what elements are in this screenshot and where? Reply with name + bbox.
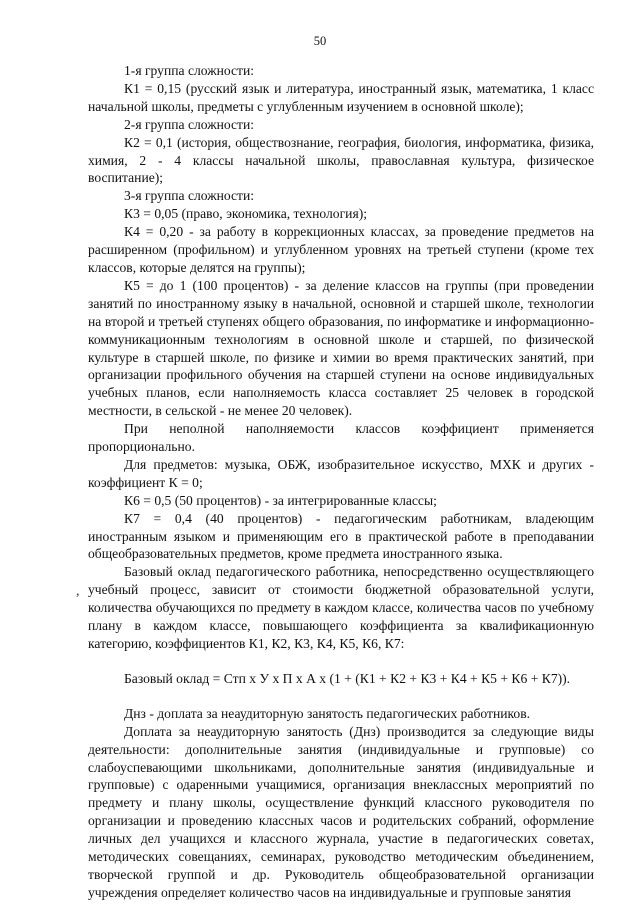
paragraph: К6 = 0,5 (50 процентов) - за интегрированные классы; xyxy=(124,492,437,508)
paragraph: 1-я группа сложности: xyxy=(124,63,255,78)
paragraph: 3-я группа сложности: xyxy=(124,188,255,204)
paragraph: К2 = 0,1 (история, обществознание, география, биология, информатика, физика, химия, 2 - 4 классы начальной школы, православная культура, физическое воспитание); xyxy=(88,134,594,186)
paragraphs-after-formula xyxy=(88,705,594,902)
document-body xyxy=(88,62,594,902)
paragraph: К5 = до 1 (100 процентов) - за деление классов на группы (при проведении занятий по иностранному языку в начальной, основной и старшей школе, технологии на второй и третьей ступенях общего образования, по информатике и информационно-коммуникационным технологиям в основной школе и старшей, по физической культуре в старшей школе, по физике и химии во время практических занятий, при организации профильного обучения на старшей ступени на основе индивидуальных учебных планов, если наполняемость класса составляет 25 человек в городской местности, в сельской - не менее 20 человек). xyxy=(88,277,594,419)
scan-mark: , xyxy=(76,584,80,599)
paragraph: 2-я группа сложности: xyxy=(124,116,255,132)
paragraph: Для предметов: музыка, ОБЖ, изобразительное искусство, МХК и других - коэффициент К = 0; xyxy=(88,456,594,490)
paragraphs-before-formula xyxy=(88,62,594,653)
page-number: 50 xyxy=(313,34,327,48)
paragraph: При неполной наполняемости классов коэффициент применяется пропорционально. xyxy=(88,421,594,455)
paragraph: К4 = 0,20 - за работу в коррекционных классах, за проведение предметов на расширенном (профильном) и углубленном уровнях на третьей ступени (кроме тех классов, которые делятся на группы); xyxy=(88,224,594,275)
paragraph: Базовый оклад педагогического работника, непосредственно осуществляющего учебный процесс, зависит от стоимости бюджетной образовательной услуги, количества обучающихся по предмету в каждом классе, количества часов по учебному плану в каждом классе, повышающего коэффициента за квалификационную категорию, коэффициентов К1, К2, К3, К4, К5, К6, К7: xyxy=(88,564,594,651)
paragraph: К1 = 0,15 (русский язык и литература, иностранный язык, математика, 1 класс начальной школы, предметы с углубленным изучением в основной школе); xyxy=(88,80,594,114)
paragraph: К3 = 0,05 (право, экономика, технология); xyxy=(124,206,368,222)
paragraph: Доплата за неаудиторную занятость (Днз) производится за следующие виды деятельности: дополнительные занятия (индивидуальные и групповые) со слабоуспевающими школьниками, дополнительные занятия (индивидуальные и групповые) с одаренными учащимися, организация внеклассных мероприятий по предмету и плану школы, осуществление функций классного руководителя по организации и проведению классных часов и родительских собраний, оформление личных дел учащихся и классного журнала, участие в педагогических советах, методических совещаниях, семинарах, руководство методическим объединением, творческой группой и др. Руководитель общеобразовательной организации учреждения определяет количество часов на индивидуальные и групповые занятия xyxy=(88,723,594,900)
formula: Базовый оклад = Стп х У х П х А х (1 + (К1 + К2 + К3 + К4 + К5 + К6 + К7)). xyxy=(124,670,571,686)
paragraph: Днз - доплата за неаудиторную занятость педагогических работников. xyxy=(124,705,531,721)
paragraph: К7 = 0,4 (40 процентов) - педагогическим работникам, владеющим иностранным языком и применяющим его в практической работе в преподавании общеобразовательных предметов, кроме предмета иностранного языка. xyxy=(88,510,594,562)
